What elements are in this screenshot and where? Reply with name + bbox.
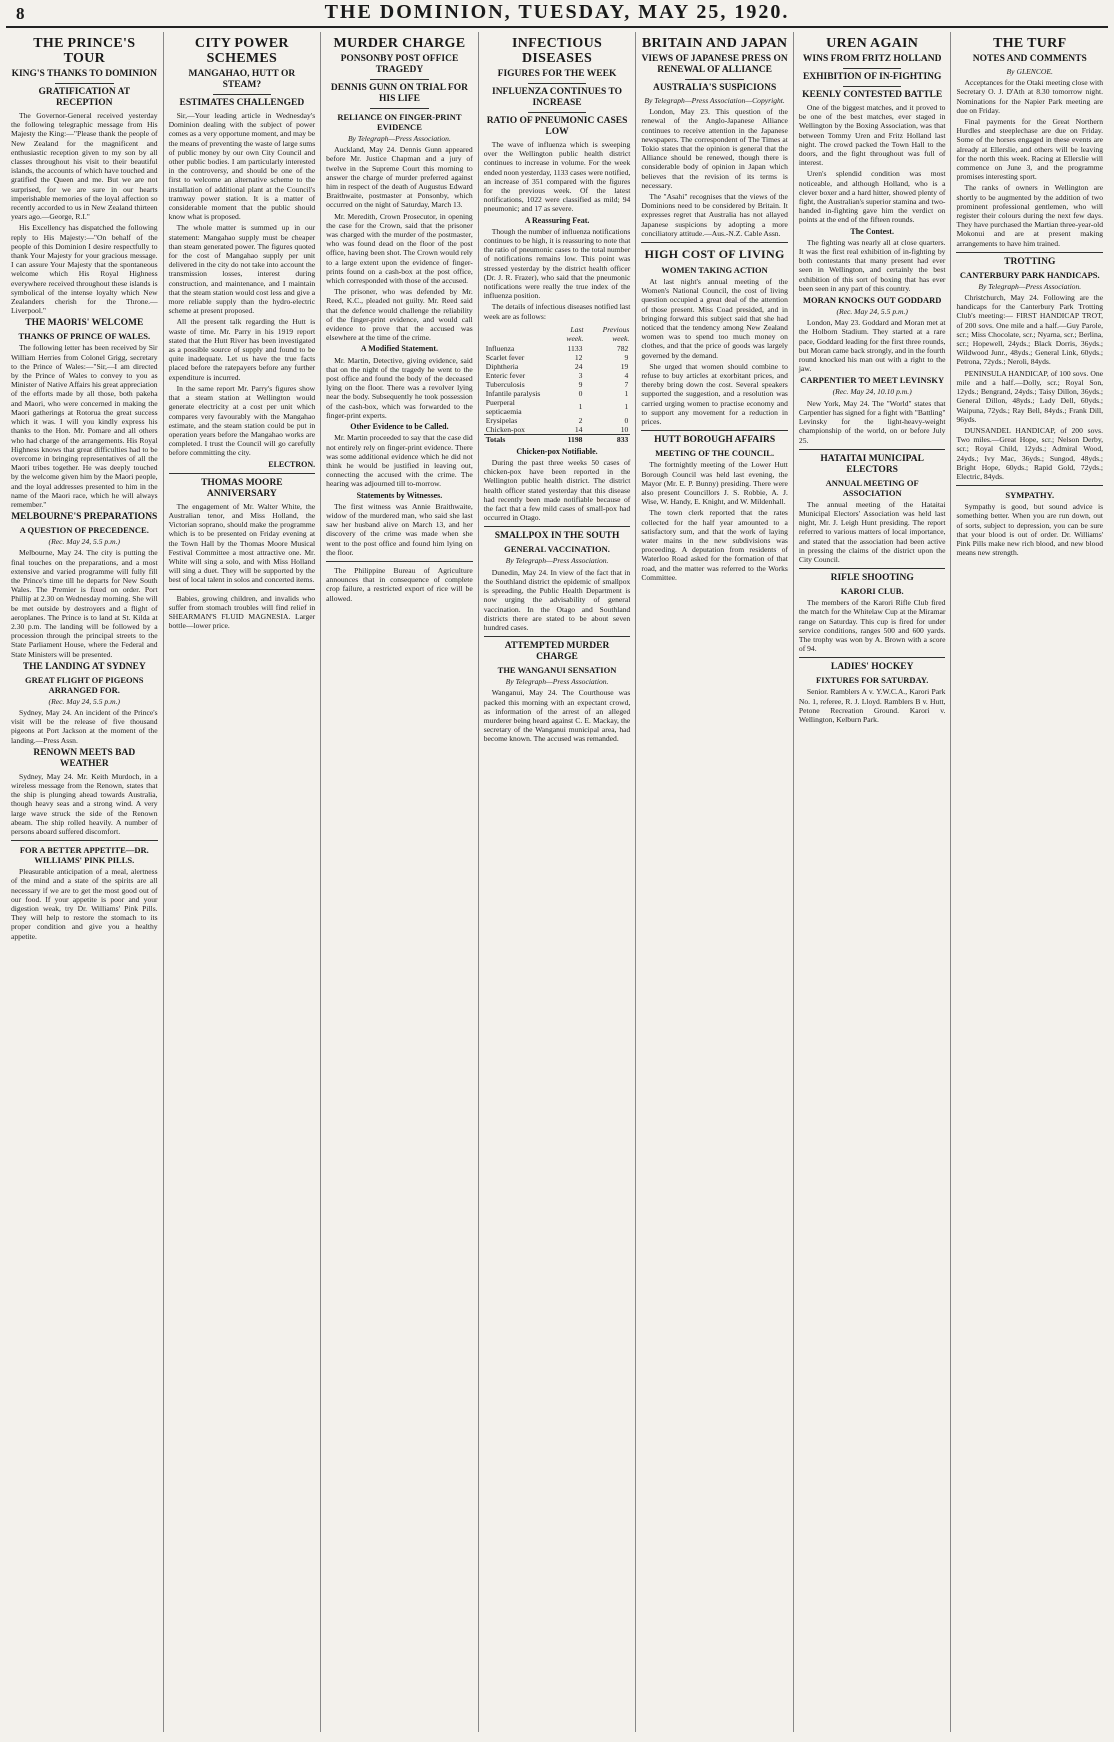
article-paragraph: The fortnightly meeting of the Lower Hutt Borough Council was held last evening, the Mayor (Mr. E. P. Bunny) presiding. There were also present Councillors J. S. Robbie, A. J. Wise, W. Handy, E. Knight, and W. Mildenhall. xyxy=(641,460,788,507)
table-cell: Totals xyxy=(484,434,552,444)
subhead: MANGAHAO, HUTT OR STEAM? xyxy=(188,69,296,90)
section-heading: RENOWN MEETS BAD WEATHER xyxy=(33,747,136,769)
article-paragraph: Wanganui, May 24. The Courthouse was packed this morning with an expectant crowd, as information of the arrest of an alleged murderer being heard against C. E. Mackay, the secretary of the Wanganui municipal area, had become known. The accused was remanded. xyxy=(483,688,631,744)
column-1 xyxy=(6,32,164,1732)
article-paragraph: The fighting was nearly all at close quarters. It was the first real exhibition of in-fighting by both contestants that many present had ever seen in Wellington, and certainly the best exhibition of this sort of boxing that has ever been seen in any part of this country. xyxy=(798,237,946,293)
article-paragraph: Melbourne, May 24. The city is putting the final touches on the preparations, and a most extensive and varied programme will fully fill the Prince's time till he departs for New South Wales. The Premier is fixed on order. Port Phillip at 2.30 on Wednesday morning. She will be met outside by destroyers and a flight of aeroplanes. The Prince is to land at St. Kilda at 2.30 p.m. The landing will be followed by a procession through the principal streets to the State Parliament House, where the Federal and State Ministers will be presented. xyxy=(11,548,158,659)
headline-princes-tour: THE PRINCE'S TOUR xyxy=(33,36,136,66)
divider xyxy=(843,86,902,87)
section-heading: CARPENTIER TO MEET LEVINSKY xyxy=(800,375,945,386)
section-subheading: GREAT FLIGHT OF PIGEONS ARRANGED FOR. xyxy=(25,674,144,695)
article-paragraph: The following letter has been received by Sir William Herries from Colonel Grigg, secretary to the Prince of Wales:—"Sir,—I am directed by the Prince of Wales to convey to you as Minister of Native Affairs his great appreciation of the efforts made by all those, both pakeha and Maori, who were concerned in making the Maori gatherings at Rotorua the great success which it was. I will you kindly express his thanks to the Hon. Mr. Pomare and all others who had charge of the arrangements. His Royal Highness knows that great difficulties had to be overcome in bringing representatives of all the Maori tribes together. He was deeply touched by the welcome given him by the Maori people, and the loyal addresses presented to him in the name of the Maori race, which he will always remember." xyxy=(11,343,158,509)
divider xyxy=(528,112,587,113)
table-cell: Erysipelas xyxy=(485,415,518,425)
divider xyxy=(326,561,473,562)
article-paragraph: London, May 23. This question of the renewal of the Anglo-Japanese Alliance continues to receive attention in the Japanese newspapers. The correspondent of The Times at Tokio states that the opinion is general that the Alliance should be renewed, though there is considerable body of opinion in Japan which believes that the revision of its terms is necessary. xyxy=(641,107,788,190)
page-number: 8 xyxy=(16,4,25,23)
subhead: INFLUENZA CONTINUES TO INCREASE xyxy=(492,87,623,108)
article-paragraph: The ranks of owners in Wellington are shortly to be augmented by the addition of two prominent professional gentlemen, who will register their colours during the next few days. They have purchased the Martian three-year-old Mokonui and are at present making arrangements to have him trained. xyxy=(956,183,1104,248)
section-subheading: GENERAL VACCINATION. xyxy=(504,544,610,555)
section-subheading: WOMEN TAKING ACTION xyxy=(661,265,768,276)
dateline: (Rec. May 24, 5.5 p.m.) xyxy=(836,307,908,317)
table-cell: 0 xyxy=(578,388,583,398)
table-cell: 1198 xyxy=(552,434,585,444)
table-row xyxy=(484,389,631,398)
masthead xyxy=(6,0,1108,28)
section-heading: RIFLE SHOOTING xyxy=(830,573,914,584)
headline-britain-japan: BRITAIN AND JAPAN xyxy=(641,36,788,51)
section-subheading: ANNUAL MEETING OF ASSOCIATION xyxy=(825,477,919,498)
subhead: RELIANCE ON FINGER-PRINT EVIDENCE xyxy=(337,112,462,132)
table-header-row xyxy=(484,324,631,344)
ad-text: Babies, growing children, and invalids who suffer from stomach troubles will find relief in SHEARMAN'S FLUID MAGNESIA. Larger bottle—lower price. xyxy=(168,593,316,631)
divider xyxy=(55,83,114,84)
article-paragraph: The engagement of Mr. Walter White, the Australian tenor, and Miss Holland, the Victorian soprano, should make the programme which is to be presented on Friday evening at the Town Hall by the Thomas Moore Musical Festival Committee a most attractive one. Mr. White will sing a solo, and with Miss Holland will sing a duet. They will be supported by the best of local talent in solos and concerted items. xyxy=(168,501,316,585)
table-cell: 24 xyxy=(574,361,583,371)
divider xyxy=(956,252,1103,253)
section-heading: THOMAS MOORE ANNIVERSARY xyxy=(201,477,283,499)
headline-infectious-diseases: INFECTIOUS DISEASES xyxy=(511,36,603,66)
table-cell: Enteric fever xyxy=(485,370,526,380)
column-2 xyxy=(164,32,322,1732)
table-cell: 0 xyxy=(624,415,629,425)
dateline: (Rec. May 24, 5.5 p.m.) xyxy=(48,696,121,706)
headline-city-power: CITY POWER SCHEMES xyxy=(194,36,289,66)
subhead: NOTES AND COMMENTS xyxy=(972,54,1087,64)
section-subheading: FIXTURES FOR SATURDAY. xyxy=(816,675,929,686)
headline-uren-again: UREN AGAIN xyxy=(826,36,919,51)
section-heading: THE MAORIS' WELCOME xyxy=(25,318,144,329)
article-paragraph: Mr. Martin, Detective, giving evidence, said that on the night of the tragedy he went to the post office and found the body of the deceased lying on the floor. There was a revolver lying near the body. Subsequently he took possession of the cash-box, which was forwarded to the finger-print experts. xyxy=(326,355,473,420)
table-cell: Infantile paralysis xyxy=(485,388,541,398)
article-paragraph: The Philippine Bureau of Agriculture announces that in consequence of complete crop failure, a restricted export of rice will be allowed. xyxy=(326,565,473,603)
article-paragraph: Acceptances for the Otaki meeting close with Secretary O. J. D'Ath at 8.30 tomorrow night. Nominations for the Napier Park meeting are due on Friday. xyxy=(956,78,1104,115)
ad-text: Sympathy is good, but sound advice is something better. When you are run down, out of sorts, subject to depression, you can be sure that your blood is out of order. Dr. Williams' Pink Pills make new rich blood, and new blood means new strength. xyxy=(956,502,1104,558)
divider xyxy=(641,242,788,243)
table-row xyxy=(484,371,631,380)
byline: By GLENCOE. xyxy=(1006,67,1053,76)
crosshead: Chicken-pox Notifiable. xyxy=(516,446,598,456)
byline: By Telegraph—Press Association. xyxy=(348,134,451,143)
section-heading: MORAN KNOCKS OUT GODDARD xyxy=(802,295,942,306)
table-row xyxy=(484,398,631,416)
column-5 xyxy=(636,32,794,1732)
divider xyxy=(799,657,946,658)
section-heading: THE LANDING AT SYDNEY xyxy=(22,661,146,672)
divider xyxy=(169,589,316,590)
subhead: AUSTRALIA'S SUSPICIONS xyxy=(652,83,777,93)
ad-text: Pleasurable anticipation of a meal, alertness of the mind and a state of the spirits are all necessary if we are to get the most good out of our food. If your appetite is poor and your digestion weak, try Dr. Williams' Pink Pills. They will help to restore the stomach to its proper condition and give you a healthy appetite. xyxy=(11,867,158,941)
table-cell: 7 xyxy=(624,379,629,389)
table-row xyxy=(484,380,631,389)
table-row xyxy=(484,416,631,425)
column-7 xyxy=(951,32,1108,1732)
section-heading: HIGH COST OF LIVING xyxy=(644,247,785,262)
article-paragraph: The members of the Karori Rifle Club fired the match for the Whitelaw Cup at the Miramar range on Saturday. This cup is fired for under service conditions, ranges 500 and 600 yards. The trophy was won by A. Brown with a score of 94. xyxy=(798,598,946,654)
article-paragraph: Mr. Martin proceeded to say that the case did not entirely rely on finger-print evidence. There was some additional evidence which he did not think he would be justified in leaving out, connecting the accused with the crime. The hearing was adjourned till to-morrow. xyxy=(326,433,473,489)
article-paragraph: One of the biggest matches, and it proved to be one of the best matches, ever staged in Wellington by the Boxing Association, was that between Tommy Uren and Fritz Holland last night. The crowd packed the Town Hall to the doors, and the fight throughout was full of interest. xyxy=(798,103,946,168)
article-paragraph: Sydney, May 24. An incident of the Prince's visit will be the release of five thousand pigeons at Port Jackson at the moment of the landing.—Press Assn. xyxy=(11,707,158,745)
article-paragraph: Sir,—Your leading article in Wednesday's Dominion dealing with the subject of power comes as a very opportune moment, and may be the means of preventing the waste of large sums of public money by our own City Council and other public bodies. I am particularly interested in the controversy, and should be one of the first to welcome an alternative scheme to the installation of additional plant at the Council's tramway power station. It is a matter of considerable moment that the public should know what is proposed. xyxy=(168,111,316,222)
article-paragraph: The town clerk reported that the rates collected for the half year amounted to a satisfactory sum, and that the work of laying water mains in the new subdivisions was proceeding. A deputation from residents of Waterloo Road asked for the formation of that road, and the matter was referred to the Works Committee. xyxy=(641,508,788,582)
columns xyxy=(6,32,1108,1732)
signature: ELECTRON. xyxy=(268,459,316,469)
subhead: ESTIMATES CHALLENGED xyxy=(179,98,305,108)
section-heading: HUTT BOROUGH AFFAIRS xyxy=(654,435,776,446)
subhead: RATIO OF PNEUMONIC CASES LOW xyxy=(486,116,628,137)
article-paragraph: Christchurch, May 24. Following are the handicaps for the Canterbury Park Trotting Club's meeting:— FIRST HANDICAP TROT, of 200 sovs. One mile and a half.—Guy Parole, scr.; Miss Chocolate, scr.; Nyarna, scr.; Berlina, scr.; Hopewell, 24yds.; Black Dorris, 36yds.; Wildwood Junr., 48yds.; General Link, 60yds.; Petrona, 72yds.; Neroli, 84yds. xyxy=(956,293,1104,367)
subhead: WINS FROM FRITZ HOLLAND xyxy=(802,54,942,64)
column-6 xyxy=(794,32,952,1732)
newspaper-title: THE DOMINION, TUESDAY, MAY 25, 1920. xyxy=(324,1,790,23)
table-cell: 12 xyxy=(574,352,583,362)
table-cell: 9 xyxy=(578,379,583,389)
headline-the-turf: THE TURF xyxy=(993,36,1067,51)
table-caption: The details of infectious diseases notified last week are as follows: xyxy=(483,302,631,321)
crosshead: A Modified Statement. xyxy=(360,344,438,354)
divider xyxy=(956,485,1103,486)
divider xyxy=(843,68,902,69)
table-cell: Scarlet fever xyxy=(485,352,525,362)
table-cell: 1 xyxy=(578,402,583,412)
article-paragraph: Uren's splendid condition was most noticeable, and although Holland, who is a clever boxer and a hard hitter, showed plenty of fight, the Australian's superior stamina and two-handed in-fighting gave him the verdict on points at the end of the fifteen rounds. xyxy=(798,169,946,225)
divider xyxy=(169,473,316,474)
table-row xyxy=(484,353,631,362)
table-header-cell: Previous week. xyxy=(602,324,630,343)
article-paragraph: Dunedin, May 24. In view of the fact that in the Southland district the epidemic of smallpox is spreading, the Public Health Department is now urging the advisability of general vaccination. In the Otago and Southland districts there are stated to be about seven hundred cases. xyxy=(483,567,631,632)
crosshead: The Contest. xyxy=(850,226,894,236)
article-paragraph: Though the number of influenza notifications continues to be high, it is reassuring to note that the ratio of pneumonic cases to the total number of notifications remains low. This point was stressed yesterday by the district health officer (Dr. J. R. Frazer), who said that the pneumonic notifications were really the true index of the influenza position. xyxy=(483,226,631,301)
article-paragraph: The annual meeting of the Hataitai Municipal Electors' Association was held last night, Mr. J. Leigh Hunt presiding. The report referred to various matters of local importance, and stated that the association had been active in pressing the claims of the district upon the City Council. xyxy=(798,499,946,564)
subhead: EXHIBITION OF IN-FIGHTING xyxy=(802,72,942,82)
article-paragraph: Auckland, May 24. Dennis Gunn appeared before Mr. Justice Chapman and a jury of twelve in the Supreme Court this morning to answer the charge of murder preferred against him in respect of the death of Augustus Edward Braithwaite, postmaster at Ponsonby, which occurred on the night of Saturday, March 13. xyxy=(326,145,473,210)
article-paragraph: The whole matter is summed up in our statement: Mangahao supply must be cheaper than steam generated power. The figures quoted for the cost of Mangahao supply per unit delivered in the city do not take into account the transmission losses, interest during construction, and maintenance, and I maintain that the steam station would cost less and give a more reliable supply than the hydro-electric scheme at present proposed. xyxy=(168,223,316,316)
table-row xyxy=(484,362,631,371)
divider xyxy=(370,108,429,109)
article-paragraph: At last night's annual meeting of the Women's National Council, the cost of living question occupied a great deal of the attention of those present. Miss Coad presided, and in bringing forward this subject said that she had noticed that the tendency among New Zealand women was to spend too much money on clothes, and that the price of goods was largely governed by the demand. xyxy=(641,277,788,360)
table-row xyxy=(484,344,631,353)
section-subheading: KARORI CLUB. xyxy=(840,586,904,597)
divider xyxy=(641,430,788,431)
section-heading: SMALLPOX IN THE SOUTH xyxy=(494,531,620,542)
table-cell: Influenza xyxy=(485,343,515,353)
dateline: (Rec. May 24, 5.5 p.m.) xyxy=(48,537,121,547)
subhead: PONSONBY POST OFFICE TRAGEDY xyxy=(340,54,459,75)
table-cell: 1133 xyxy=(567,343,583,353)
article-paragraph: Sydney, May 24. Mr. Keith Murdoch, in a wireless message from the Renown, states that the ship is plunging ahead towards Australia, though heavy seas and a strong wind. A very large wave struck the side of the Renown abeam. The ship rolled heavily. A number of persons aboard suffered discomfort. xyxy=(11,771,158,836)
byline: By Telegraph—Press Association. xyxy=(505,556,609,566)
table-cell: Puerperal septicaemia xyxy=(485,397,522,416)
column-4 xyxy=(479,32,637,1732)
article-paragraph: The prisoner, who was defended by Mr. Reed, K.C., pleaded not guilty. Mr. Reed said that the defence would challenge the reliability of the finger-print evidence, and would call evidence to prove that the accused was elsewhere at the time of the crime. xyxy=(326,287,473,343)
table-cell: 3 xyxy=(578,370,583,380)
table-row xyxy=(484,425,631,435)
table-cell: 4 xyxy=(624,370,629,380)
divider xyxy=(213,94,272,95)
column-3 xyxy=(321,32,479,1732)
section-subheading: MEETING OF THE COUNCIL. xyxy=(655,448,775,459)
section-subheading: A QUESTION OF PRECEDENCE. xyxy=(19,525,149,536)
byline: By Telegraph—Press Association. xyxy=(978,281,1082,291)
article-paragraph: Senior. Ramblers A v. Y.W.C.A., Karori Park No. 1, referee, R. J. Lloyd. Ramblers B v. Hutt, Petone Recreation Ground. Karori v. Wellington, Kelburn Park. xyxy=(798,687,946,724)
article-paragraph: In the same report Mr. Parry's figures show that a steam station at Wellington would generate electricity at a cost per unit which compares very favourably with the Mangahao estimate, and the steam station could be put in operation years before the Mangahao works are completed. I trust the Council will go carefully before committing the city. xyxy=(168,383,316,458)
article-paragraph: His Excellency has dispatched the following reply to His Majesty:—"On behalf of the people of this Dominion I desire respectfully to thank Your Majesty for your gracious message. I can assure Your Majesty that the spontaneous welcome which His Royal Highness everywhere received throughout these islands is symbolical of the intense loyalty which New Zealanders cherish for the Throne.—Liverpool." xyxy=(11,223,158,316)
article-paragraph: PENINSULA HANDICAP, of 100 sovs. One mile and a half.—Dolly, scr.; Royal Son, 12yds.; Bengrand, 24yds.; Taisy Dillon, 36yds.; General Dillon, 48yds.; Lady Dell, 60yds.; Waipuna, 72yds.; Ray Bell, 84yds.; Frank Dill, 96yds. xyxy=(956,368,1104,424)
section-heading: MELBOURNE'S PREPARATIONS xyxy=(11,512,158,523)
section-subheading: CANTERBURY PARK HANDICAPS. xyxy=(959,269,1100,280)
disease-table xyxy=(484,324,631,444)
table-cell: 782 xyxy=(616,343,629,353)
article-paragraph: The "Asahi" recognises that the views of the Dominions need to be considered by Britain. It expresses regret that Australia has not allayed Japanese suspicions by adopting a more conciliatory attitude.—Aus.-N.Z. Cable Assn. xyxy=(641,192,788,238)
subhead: GRATIFICATION AT RECEPTION xyxy=(38,87,131,108)
article-paragraph: All the present talk regarding the Hutt is waste of time. Mr. Parry in his 1919 report stated that the Hutt River has been investigated as a possible source of supply and found to be quite inadequate. Let us have the true facts placed before the ratepayers before any further expenditure is incurred. xyxy=(168,317,316,382)
table-cell: 14 xyxy=(574,424,583,434)
article-paragraph: The wave of influenza which is sweeping over the Wellington public health district continues to increase in volume. For the week ended noon yesterday, 1133 cases were notified, an increase of 351 compared with the figures for the previous week. Of the latest notifications, 1022 were classified as mild; 94 pneumonic; and 17 as severe. xyxy=(483,140,631,214)
section-subheading: THANKS OF PRINCE OF WALES. xyxy=(18,331,151,342)
article-paragraph: Final payments for the Great Northern Hurdles and steeplechase are due on Friday. Some of the horses engaged in these events are already at Ellerslie, and others will be leaving for the north this week. Racing at Ellerslie will commence on June 3, and the programme promises interesting sport. xyxy=(956,117,1104,182)
ad-heading: FOR A BETTER APPETITE—DR. WILLIAMS' PINK PILLS. xyxy=(19,845,149,866)
section-heading: ATTEMPTED MURDER CHARGE xyxy=(504,641,610,663)
byline: By Telegraph—Press Association—Copyright. xyxy=(644,96,785,105)
article-paragraph: New York, May 24. The "World" states that Carpentier has signed for a fight with "Battling" Levinsky for the light-heavy-weight championship of the world, on or before July 25. xyxy=(798,398,946,445)
table-total-row xyxy=(484,434,631,444)
article-paragraph: London, May 23. Goddard and Moran met at the Holborn Stadium. They started at a rare pace, Goddard leading for the first three rounds, but Moran came back strongly, and in the fourth round knocked his man out with a right to the jaw. xyxy=(798,318,946,374)
divider xyxy=(370,79,429,80)
ad-heading: SYMPATHY. xyxy=(1005,490,1055,501)
article-paragraph: DUNSANDEL HANDICAP, of 200 sovs. Two miles.—Great Hope, scr.; Nelson Derby, scr.; Royal Child, 12yds.; Admiral Wood, 24yds.; Ivy Mac, 36yds.; Sungod, 48yds.; Bright Hope, 60yds.; Rapid Gold, 72yds.; Electric, 84yds. xyxy=(956,425,1104,481)
table-header-cell: Last week. xyxy=(566,324,584,343)
divider xyxy=(799,568,946,569)
subhead: KING'S THANKS TO DOMINION xyxy=(11,69,157,79)
section-subheading: THE WANGANUI SENSATION xyxy=(497,665,617,676)
divider xyxy=(11,840,158,841)
article-paragraph: The Governor-General received yesterday the following telegraphic message from His Majesty the King:—"Please thank the people of New Zealand for the magnificent and enthusiastic reception given to my son by all classes throughout his visit to their beautiful islands, the accounts of which have touched and gratified the Queen and me. But we are not surprised, for we are sure in our hearts imperishable memories of the loyal affection so recently accorded to us in New Zealand thirteen years ago.—George, R.I." xyxy=(11,111,158,222)
table-cell: 2 xyxy=(578,415,583,425)
section-heading: LADIES' HOCKEY xyxy=(830,662,914,673)
subhead: KEENLY CONTESTED BATTLE xyxy=(802,90,943,100)
section-heading: HATAITAI MUNICIPAL ELECTORS xyxy=(820,453,924,475)
headline-murder-charge: MURDER CHARGE xyxy=(333,36,466,51)
table-cell: Chicken-pox xyxy=(485,424,525,434)
article-paragraph: During the past three weeks 50 cases of chicken-pox have been reported in the Wellington public health district. The district health officer stated yesterday that this disease had recently been made notifiable because of the fact that a few mild cases of small-pox had occurred in Otago. xyxy=(483,458,631,523)
crosshead: Other Evidence to be Called. xyxy=(350,422,449,432)
article-paragraph: Mr. Meredith, Crown Prosecutor, in opening the case for the Crown, said that the prisoner was charged with the murder of the postmaster, who was found dead on the floor of the post office, having been shot. The Crown would rely to a large extent upon the evidence of finger-prints found on a cash-box at the post office, which corresponded with those of the accused. xyxy=(326,211,473,286)
byline: By Telegraph—Press Association. xyxy=(505,677,609,687)
subhead: VIEWS OF JAPANESE PRESS ON RENEWAL OF ALLIANCE xyxy=(641,54,788,75)
crosshead: Statements by Witnesses. xyxy=(356,490,443,500)
divider xyxy=(528,83,587,84)
section-heading: TROTTING xyxy=(1004,256,1056,267)
article-paragraph: She urged that women should combine to refuse to buy articles at exorbitant prices, and thereby bring down the cost. Several speakers supported the suggestion, and a resolution was carried urging women to practise economy and to support any movement for a reduction in prices. xyxy=(641,361,788,427)
divider xyxy=(799,449,946,450)
article-paragraph: The first witness was Annie Braithwaite, widow of the murdered man, who said she last saw her husband alive on March 13, and her discovery of the crime was made when she went to the post office and found him lying on the floor. xyxy=(326,501,473,557)
subhead: FIGURES FOR THE WEEK xyxy=(497,69,617,79)
table-cell: 19 xyxy=(620,361,629,371)
divider xyxy=(484,526,631,527)
divider xyxy=(685,79,744,80)
subhead: DENNIS GUNN ON TRIAL FOR HIS LIFE xyxy=(330,83,468,104)
table-cell: Diphtheria xyxy=(485,361,519,371)
table-cell: 833 xyxy=(584,434,630,444)
table-header-cell xyxy=(484,324,552,344)
table-cell: 10 xyxy=(620,424,629,434)
table-cell: 1 xyxy=(624,388,629,398)
crosshead: A Reassuring Feat. xyxy=(524,215,590,225)
table-cell: 1 xyxy=(624,402,629,412)
table-cell: Tuberculosis xyxy=(485,379,525,389)
dateline: (Rec. May 24, 10.10 p.m.) xyxy=(832,387,912,397)
divider xyxy=(484,636,631,637)
table-cell: 9 xyxy=(624,352,629,362)
